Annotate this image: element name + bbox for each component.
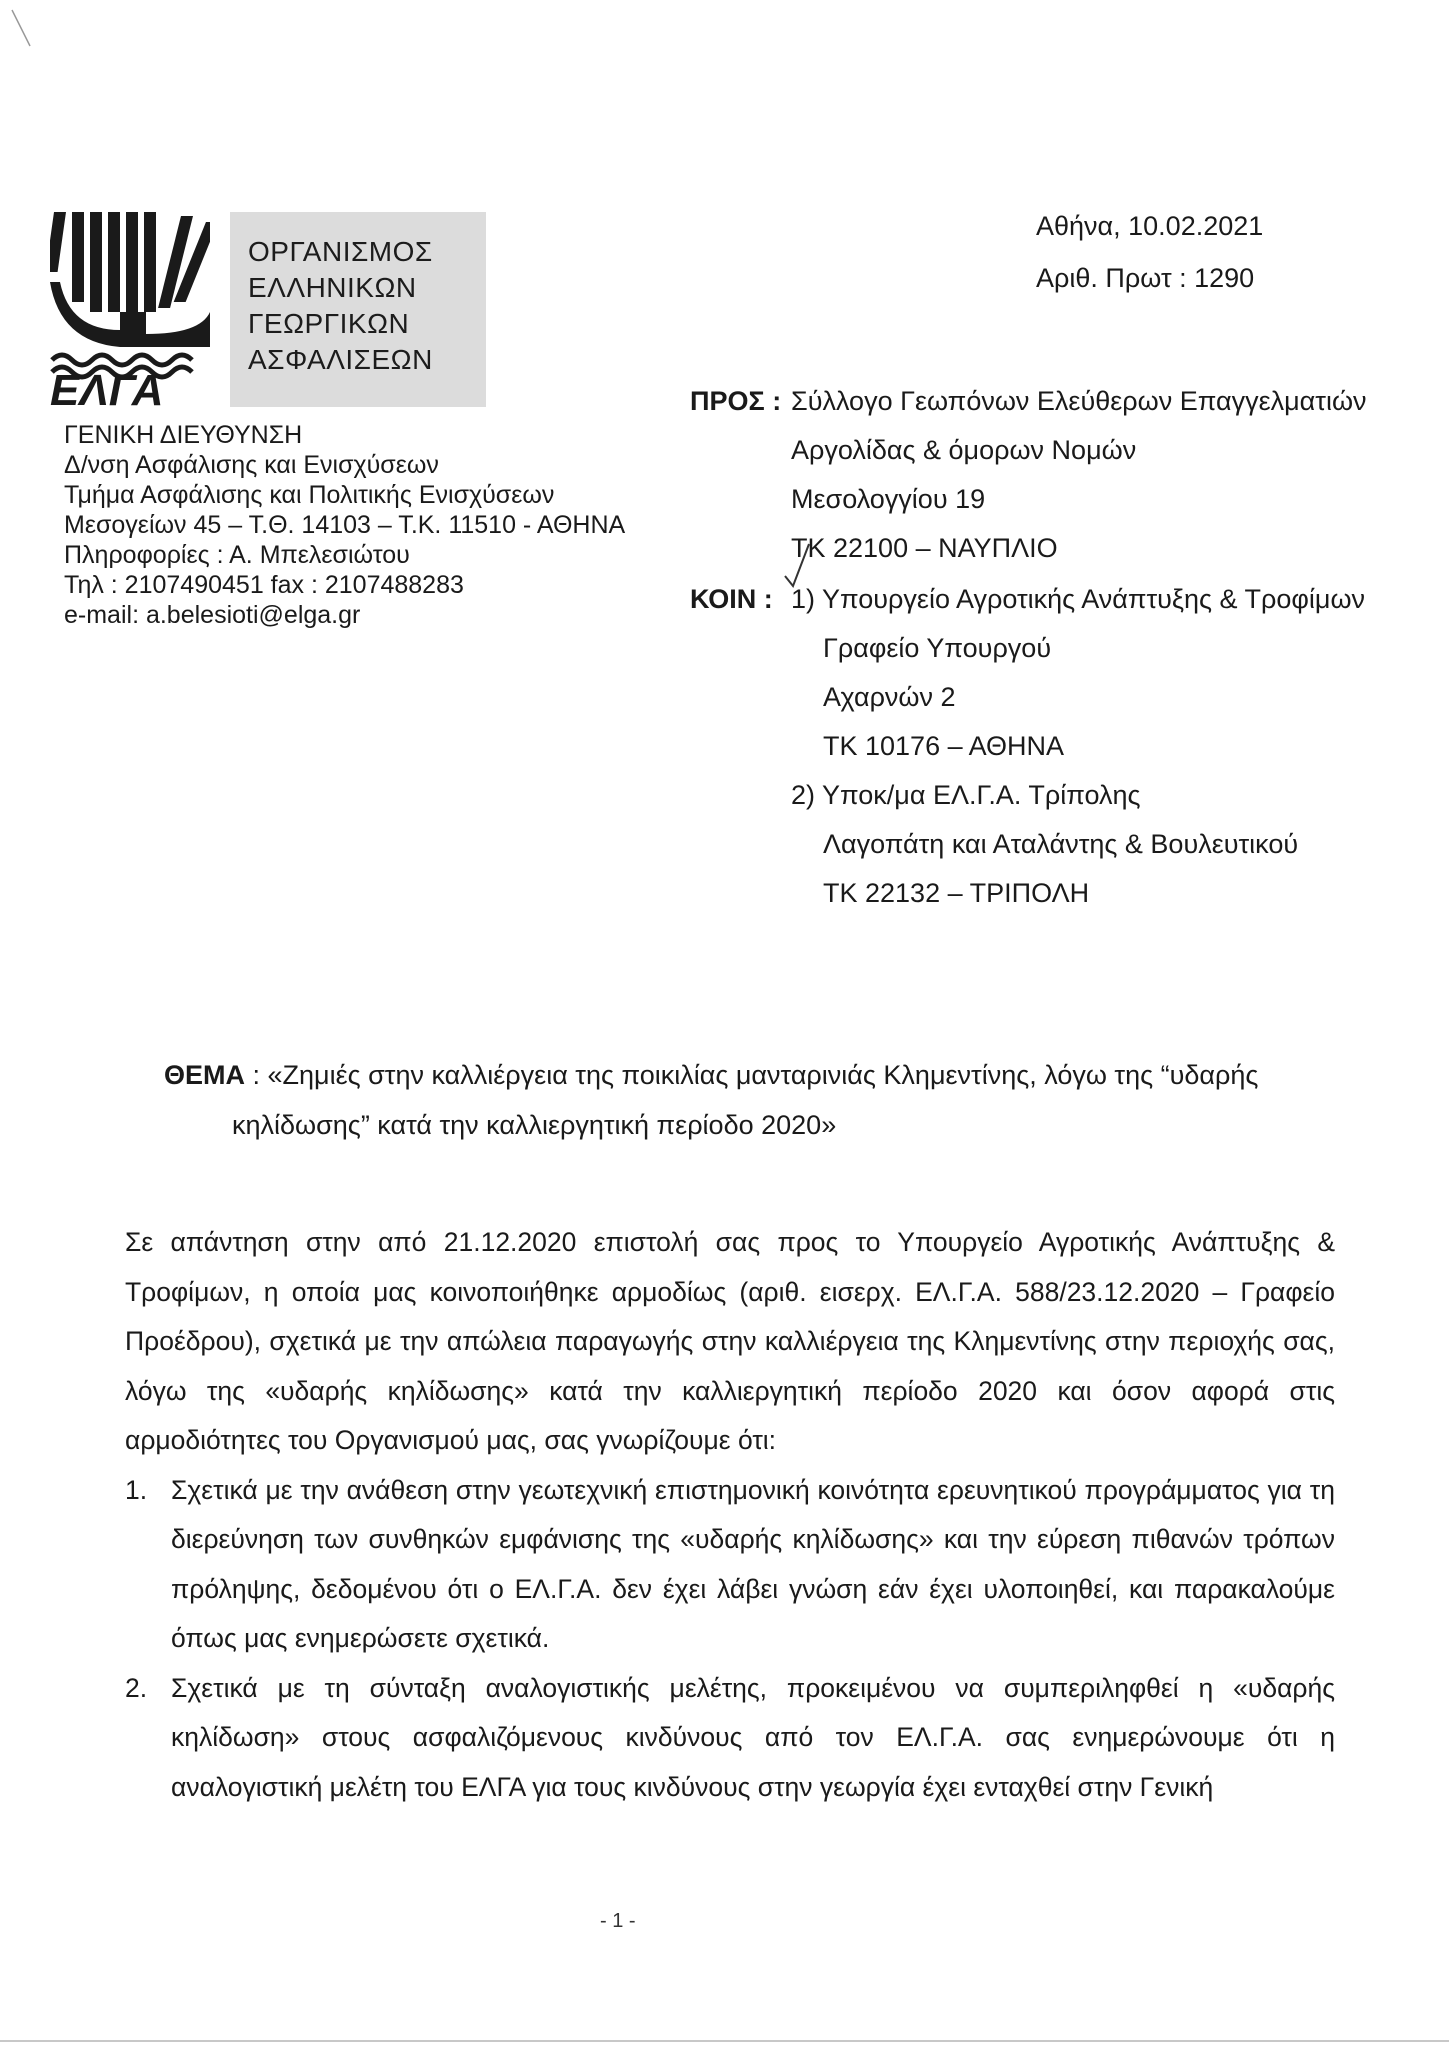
letter-body [125, 1218, 1335, 1812]
org-name-line: ΓΕΩΡΓΙΚΩΝ [248, 308, 410, 339]
list-item-text: Σχετικά με την ανάθεση στην γεωτεχνική επιστημονική κοινότητα ερευνητικού προγράμματος για τη διερεύνηση των συνθηκών εμφάνισης της «υδαρής κηλίδωσης» και την εύρεση πιθανών τρόπων πρόληψης, δεδομένου ότι ο ΕΛ.Γ.Α. δεν έχει λάβει γνώση εάν έχει υλοποιηθεί, και παρακαλούμε όπως μας ενημερώσετε σχετικά. [171, 1474, 1335, 1653]
subject-line-1: : «Ζημιές στην καλλιέργεια της ποικιλίας μανταρινιάς Κλημεντίνης, λόγω της “υδαρής [245, 1060, 1259, 1090]
org-name-line: ΑΣΦΑΛΙΣΕΩΝ [248, 344, 433, 375]
list-item-number: 2. [125, 1672, 148, 1703]
sender-phone-fax: Τηλ : 2107490451 fax : 2107488283 [64, 571, 464, 599]
cc-recipient-2 [791, 771, 1141, 820]
elga-logo [50, 212, 210, 407]
recipient-address [791, 377, 1367, 573]
cc-label-text: ΚΟΙΝ : [690, 584, 773, 614]
org-name-line: ΕΛΛΗΝΙΚΩΝ [248, 272, 417, 303]
intro-paragraph: Σε απάντηση στην από 21.12.2020 επιστολή σας προς το Υπουργείο Αγροτικής Ανάπτυξης & Τροφίμων, η οποία μας κοινοποιήθηκε αρμοδίως (αριθ. εισερχ. ΕΛ.Γ.Α. 588/23.12.2020 – Γραφείο Προέδρου), σχετικά με την απώλεια παραγωγής στην καλλιέργεια της Κλημεντίνης στην περιοχής σας, λόγω της «υδαρής κηλίδωσης» κατά την καλλιεργητική περίοδο 2020 και όσον αφορά στις αρμοδιότητες του Οργανισμού μας, σας γνωρίζουμε ότι: [125, 1227, 1335, 1455]
sender-email: e-mail: a.belesioti@elga.gr [64, 601, 361, 629]
protocol-number: Αριθ. Πρωτ : 1290 [1036, 263, 1255, 293]
sender-block [64, 420, 625, 630]
page-number: - 1 - [600, 1910, 636, 1932]
recipient-line: ΤΚ 22100 – ΝΑΥΠΛΙΟ [791, 533, 1058, 563]
sender-department: ΓΕΝΙΚΗ ΔΙΕΥΘΥΝΣΗ [64, 421, 303, 449]
sender-contact-person: Πληροφορίες : Α. Μπελεσιώτου [64, 541, 410, 569]
sender-directorate: Δ/νση Ασφάλισης και Ενισχύσεων [64, 451, 439, 479]
cc-recipient-1-address [823, 624, 1064, 771]
sender-address: Μεσογείων 45 – Τ.Θ. 14103 – Τ.Κ. 11510 - ΑΘΗΝΑ [64, 511, 626, 539]
cc-recipient-2-address [823, 820, 1298, 918]
scan-bottom-edge [0, 2040, 1449, 2042]
recipient-line: Μεσολογγίου 19 [791, 484, 986, 514]
recipient-line: Σύλλογο Γεωπόνων Ελεύθερων Επαγγελματιών [791, 386, 1367, 416]
brand-text: ΕΛΓΑ [50, 366, 164, 407]
list-item-number: 1. [125, 1474, 148, 1505]
cc-line: 2) Υποκ/μα ΕΛ.Γ.Α. Τρίπολης [791, 780, 1141, 810]
list-item-text: Σχετικά με τη σύνταξη αναλογιστικής μελέτης, προκειμένου να συμπεριληφθεί η «υδαρής κηλίδωση» στους ασφαλιζόμενους κινδύνους από τον ΕΛ.Γ.Α. σας ενημερώνουμε ότι η αναλογιστική μελέτη του ΕΛΓΑ για τους κινδύνους στην γεωργία έχει ενταχθεί στην Γενική [171, 1672, 1335, 1802]
date-protocol-block [1036, 200, 1263, 304]
cc-line: ΤΚ 10176 – ΑΘΗΝΑ [823, 731, 1065, 761]
cc-line: 1) Υπουργείο Αγροτικής Ανάπτυξης & Τροφίμων [791, 584, 1366, 614]
recipient-label [690, 377, 781, 426]
list-item [125, 1664, 1335, 1813]
cc-line: Λαγοπάτη και Αταλάντης & Βουλευτικού [823, 829, 1299, 859]
scan-mark [8, 6, 48, 56]
sender-section: Τμήμα Ασφάλισης και Πολιτικής Ενισχύσεων [64, 481, 555, 509]
cc-recipient-1 [791, 575, 1365, 624]
response-list [125, 1466, 1335, 1813]
subject-block [164, 1050, 1258, 1150]
list-item [125, 1466, 1335, 1664]
cc-line: Γραφείο Υπουργού [823, 633, 1052, 663]
cc-label [690, 575, 773, 624]
organization-name-box [230, 212, 486, 407]
subject-line-2: κηλίδωσης” κατά την καλλιεργητική περίοδο 2020» [232, 1110, 837, 1140]
cc-line: Αχαρνών 2 [823, 682, 956, 712]
cc-line: ΤΚ 22132 – ΤΡΙΠΟΛΗ [823, 878, 1090, 908]
subject-label: ΘΕΜΑ [164, 1060, 245, 1090]
org-name-line: ΟΡΓΑΝΙΣΜΟΣ [248, 236, 433, 267]
recipient-line: Αργολίδας & όμορων Νομών [791, 435, 1137, 465]
document-date: Αθήνα, 10.02.2021 [1036, 211, 1264, 241]
recipient-label-text: ΠΡΟΣ : [690, 386, 782, 416]
